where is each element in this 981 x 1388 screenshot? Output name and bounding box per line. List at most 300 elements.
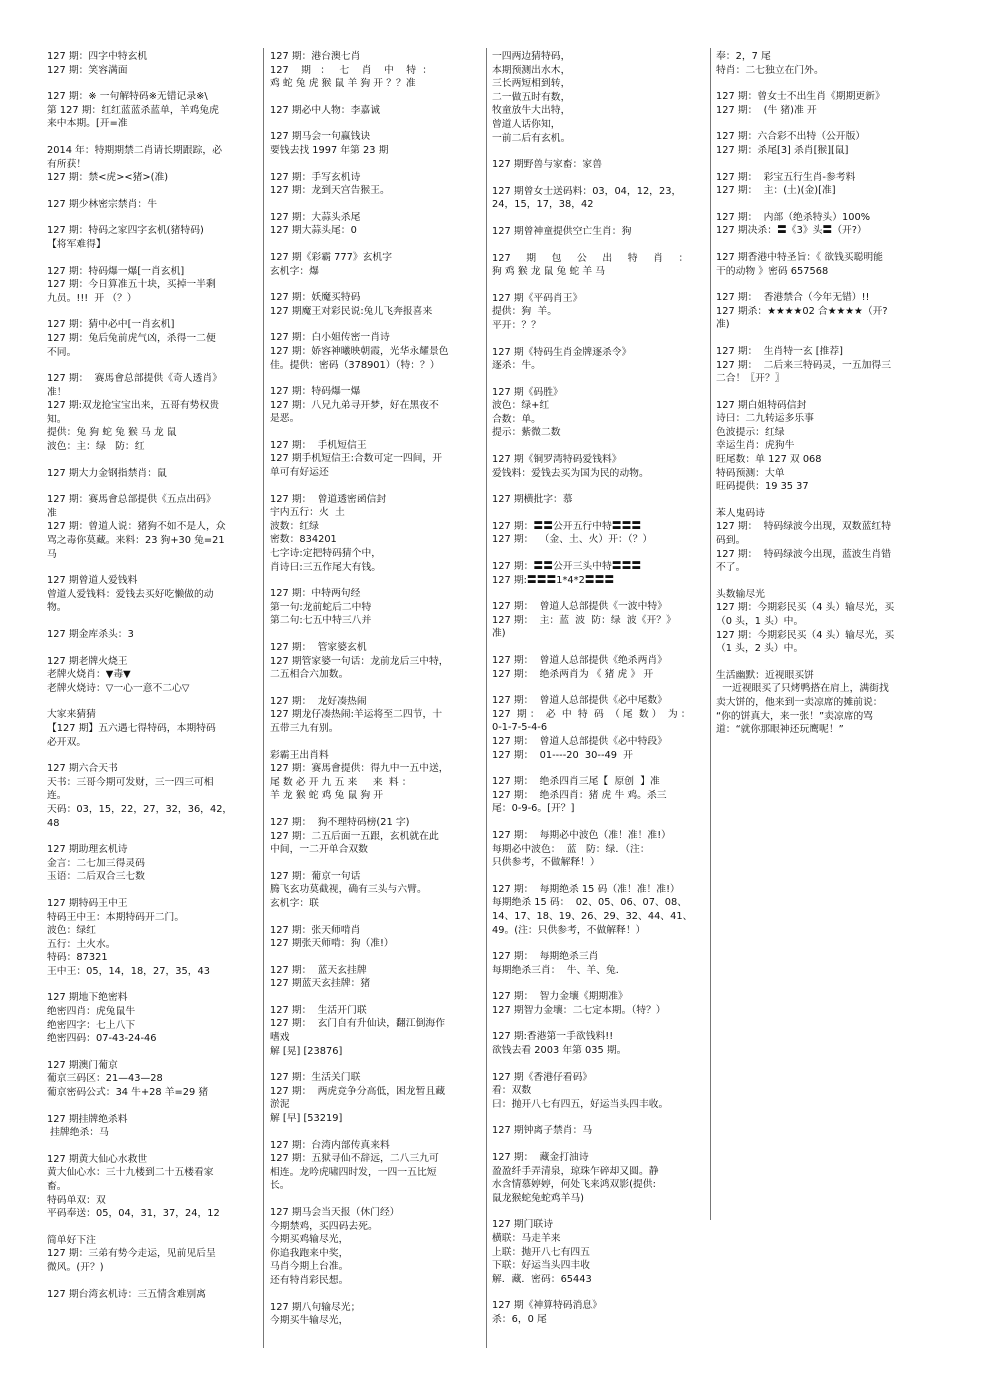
- text-line: 127 期：今日算准五十块，买掉一半剩: [47, 279, 216, 291]
- text-block: [47, 1288, 255, 1302]
- text-line: 天码：03，15，22，27，32，36，42，: [47, 803, 233, 815]
- text-column-1: [47, 50, 255, 1314]
- text-line: 127 期金库杀头：3: [47, 629, 134, 640]
- text-line: 天书：三哥今期可发财，三一四三可相: [47, 776, 214, 788]
- text-block: [492, 775, 704, 816]
- text-line: 提示：紫微二数: [492, 427, 561, 439]
- text-block: [716, 345, 929, 386]
- text-line: 127 期:双龙抢宝宝出来，五哥有势权贵: [47, 400, 220, 412]
- text-line: 玄机字：联: [270, 897, 319, 909]
- text-line: 只供参考，不做解释！）: [492, 857, 600, 869]
- text-line: 二合！〖开？〗: [716, 373, 785, 385]
- text-line: 特码预测：大单: [716, 467, 785, 479]
- text-block: [47, 628, 255, 642]
- text-block: [716, 130, 929, 157]
- text-line: 准: [47, 507, 57, 519]
- text-line: 码到。: [716, 535, 746, 547]
- text-line: 肖诗曰:三五作尾大有钱。: [270, 561, 382, 573]
- text-line: （1 头，2 头）中。: [716, 643, 804, 655]
- text-line: 解 [晃] [23876]: [270, 1045, 343, 1057]
- text-line: 127 期：港台澳七肖: [270, 51, 361, 62]
- text-line: 24，15，17，38，42: [492, 199, 594, 211]
- text-block: [492, 1151, 704, 1205]
- text-line: 127 期《神算特码消息》: [492, 1300, 602, 1312]
- text-line: 挂牌绝杀：马: [47, 1127, 109, 1139]
- text-block: [492, 950, 704, 977]
- text-block: [47, 991, 255, 1045]
- text-line: 127 期马会一句赢钱诀: [270, 131, 371, 143]
- text-line: 五带三九有别。: [270, 722, 339, 734]
- text-line: 127 期： 香港禁合（今年无错）!!: [716, 292, 870, 304]
- text-block: [492, 654, 704, 681]
- text-line: 长。: [270, 1180, 290, 1192]
- text-line: 127 期： 龙好凑热闹: [270, 695, 367, 707]
- text-line: 127 期：五狱寻仙不辞远，二八三九可: [270, 1153, 439, 1165]
- text-line: 二一做五时有数，: [492, 91, 571, 103]
- column-divider: [486, 48, 487, 1348]
- text-line: 一四两边猜特码，: [492, 51, 571, 62]
- text-block: [716, 50, 929, 77]
- text-line: 第二句:七五中特三八并: [270, 615, 372, 627]
- text-line: 127 期：〓〓公开三头中特〓〓〓: [492, 561, 642, 573]
- text-line: 提供：狗 羊。: [492, 306, 558, 318]
- text-line: 解 [早] [53219]: [270, 1113, 343, 1125]
- text-line: 127 期：禁<虎><猪>(准): [47, 172, 169, 184]
- text-line: 曰：抛开八七有四五，好运当头四丰收。: [492, 1098, 669, 1110]
- text-line: 九员。!!! 开 （？）: [47, 292, 137, 304]
- text-line: 127 期： 藏金打油诗: [492, 1152, 589, 1164]
- text-line: 127 期老牌火烧王: [47, 655, 128, 667]
- text-block: [270, 331, 478, 372]
- text-block: [270, 695, 478, 736]
- text-block: [492, 158, 704, 172]
- text-line: 127 期： 绝杀四肖三尾【 原创 】准: [492, 776, 660, 788]
- text-line: “你的饼真大，来一张！”卖凉席的骂: [716, 710, 874, 722]
- text-line: 每期绝杀三肖： 牛、羊、兔．: [492, 964, 626, 976]
- text-line: 127 期： 曾道人总部提供《必中特段》: [492, 735, 667, 747]
- text-line: 127 期： 管家婆玄机: [270, 642, 367, 653]
- text-block: [492, 50, 704, 145]
- text-block: [270, 816, 478, 857]
- text-block: [47, 224, 255, 251]
- text-block: [492, 185, 704, 212]
- text-line: 127 期：白小姐传密一肖诗: [270, 332, 390, 344]
- text-line: 今期买鸡输尽光，: [270, 1234, 349, 1246]
- text-line: 平开：？？: [492, 319, 541, 331]
- text-line: 127 期： 曾道透密函信封: [270, 493, 387, 505]
- text-line: 127 期： 狗不理特码榜(21 字): [270, 816, 410, 828]
- text-line: 连。: [47, 790, 67, 802]
- text-block: [270, 251, 478, 278]
- text-block: [47, 1059, 255, 1100]
- text-line: 127 期《码胜》: [492, 386, 563, 398]
- text-line: 127 期特码王中王: [47, 897, 128, 909]
- text-line: 127 期大力金钢指禁肖：鼠: [47, 467, 167, 479]
- text-line: 0-1-7-5-4-6: [492, 722, 548, 734]
- text-line: 127 期《彩霸 777》玄机字: [270, 251, 393, 263]
- text-line: 127 期： 曾道人总部提供《一波中特》: [492, 601, 667, 613]
- text-line: 127 期马会当天报（休门经）: [270, 1207, 400, 1218]
- text-line: 五行：土火水。: [47, 938, 116, 950]
- text-line: 今期禁鸡，买四码去死。: [270, 1220, 378, 1232]
- text-line: 127 期龙仔凑热闹:羊运将至二四节，十: [270, 709, 443, 721]
- text-block: [492, 560, 704, 587]
- text-block: [47, 493, 255, 561]
- text-line: 127 期《香港仔看码》: [492, 1071, 593, 1083]
- text-line: 127 期白姐特码信封: [716, 399, 807, 411]
- text-line: 127 期：〓〓公开五行中特〓〓〓: [492, 520, 642, 532]
- text-line: 127 期智力金壤：二七定本期。（特？）: [492, 1004, 666, 1016]
- text-line: 127 期挂牌绝杀料: [47, 1113, 128, 1125]
- text-line: 127 期： 内部（绝杀特头）100%: [716, 211, 871, 223]
- text-line: 鸡 蛇 兔 虎 猴 鼠 羊 狗 开 ？？准: [270, 78, 416, 90]
- text-line: 上联：抛开八七有四五: [492, 1246, 590, 1258]
- text-line: 127 期曾神童提供空亡生肖：狗: [492, 225, 632, 237]
- text-block: [47, 50, 255, 77]
- text-line: 嗜戏: [270, 1032, 290, 1044]
- text-line: 老牌火烧肖：▼毒▼: [47, 669, 131, 681]
- text-line: 来中本期。[开=准: [47, 118, 128, 130]
- text-line: 盈盈纤手弄清泉，琼珠乍碎却又圆。静: [492, 1165, 659, 1177]
- text-line: 第 127 期：红红蓝蓝杀蓝单，羊鸡兔虎: [47, 104, 219, 116]
- text-line: 127 期： 赛馬會总部提供《奇人透肖》: [47, 373, 222, 385]
- text-line: 波色：绿红: [47, 925, 96, 937]
- text-block: [270, 1301, 478, 1328]
- text-line: 127 期： 彩宝五行生肖-参考料: [716, 171, 856, 183]
- text-line: 127 期：特码爆一爆: [270, 386, 361, 398]
- text-line: 每期必中波色： 蓝 防：绿．（注：: [492, 843, 650, 855]
- text-block: [47, 1234, 255, 1275]
- text-line: 127 期：曾道人说：猪狗不如不是人，众: [47, 521, 226, 533]
- text-block: [270, 50, 478, 91]
- text-line: 127 期：张天师啃肖: [270, 924, 361, 936]
- text-line: 127 期管家婆一句话：龙前龙后三中特，: [270, 655, 449, 667]
- text-block: [492, 1124, 704, 1138]
- text-line: 127 期：台湾内部传真来料: [270, 1139, 390, 1151]
- text-line: 127 期： 特码绿波今出现，双数蓝红特: [716, 521, 891, 533]
- text-line: 卖大饼的，他来到一卖凉席的摊前说：: [716, 696, 883, 708]
- text-block: [716, 251, 929, 278]
- text-line: 曾道人爱钱料：爱钱去买好吃懒做的动: [47, 588, 214, 600]
- text-line: 不同。: [47, 346, 77, 358]
- text-block: [270, 211, 478, 238]
- text-line: 127 期： 每期绝杀 15 码（准！准！准!）: [492, 883, 680, 895]
- text-line: 127 期： 绝杀四肖：猪 虎 牛 鸡。杀三: [492, 789, 667, 801]
- text-line: 七字诗:定把特码猜个中，: [270, 548, 382, 560]
- text-line: 127 期： （金、土、火）开：（？）: [492, 534, 653, 546]
- text-block: [47, 1113, 255, 1140]
- text-line: 127 期： 主：(土)(金)[准]: [716, 185, 836, 197]
- text-line: 单可有好运还: [270, 467, 329, 479]
- text-line: 特码：87321: [47, 952, 108, 964]
- text-line: 鼠龙猴蛇兔蛇鸡羊马): [492, 1192, 584, 1204]
- text-line: 骂之毒你莫藏。来料：23 狗+30 兔=21: [47, 535, 225, 547]
- text-line: 127 期：曾女士不出生肖《期期更新》: [716, 91, 885, 103]
- text-line: 127 期： 生肖特一玄 [推荐]: [716, 345, 843, 357]
- text-block: [270, 1206, 478, 1288]
- text-line: 逐杀：牛。: [492, 360, 541, 372]
- text-line: 127 期门联诗: [492, 1219, 554, 1231]
- text-line: 旺尾数：单 127 双 068: [716, 454, 822, 466]
- text-line: 127 期： 曾道人总部提供《绝杀两肖》: [492, 655, 667, 666]
- text-line: 合数：单。: [492, 413, 541, 425]
- text-line: 127 期：今期彩民买（4 头）输尽光，买: [716, 629, 895, 641]
- text-line: 127 期： 每期必中波色（准！准！准!）: [492, 829, 671, 841]
- text-line: 2014 年：特期期禁二肖请长期跟踪，必: [47, 144, 222, 156]
- text-block: [716, 90, 929, 117]
- text-line: 127 期： 曾道人总部提供《必中尾数》: [492, 695, 667, 707]
- text-line: 127 期 ： 必 中 特 码 （ 尾 数 ） 为 ：: [492, 708, 691, 720]
- text-line: 127 期:〓〓〓1*4*2〓〓〓: [492, 574, 615, 586]
- text-line: 127 期： 01----20 30--49 开: [492, 749, 633, 761]
- text-line: 127 期张天师啃：狗（准!）: [270, 938, 394, 950]
- text-block: [270, 171, 478, 198]
- text-line: 狗 鸡 猴 龙 鼠 兔 蛇 羊 马: [492, 266, 606, 278]
- text-line: 127 期：四字中特玄机: [47, 51, 148, 62]
- text-line: 大家来猜猜: [47, 709, 96, 721]
- text-line: 黄大仙心水：三十九楼到二十五楼看家: [47, 1167, 214, 1179]
- text-line: 波色：主：绿 防：红: [47, 441, 145, 453]
- text-block: [270, 749, 478, 803]
- text-line: 金言：二七加三得灵码: [47, 857, 145, 869]
- text-block: [270, 870, 478, 911]
- text-line: 玄机字：爆: [270, 265, 319, 277]
- text-block: [270, 641, 478, 682]
- text-line: 畜。: [47, 1181, 67, 1192]
- text-line: 诗曰：二九转运多乐事: [716, 413, 814, 425]
- text-block: [716, 507, 929, 575]
- text-block: [716, 399, 929, 494]
- text-line: 127 期杀：★★★★02 合★★★★（开?: [716, 305, 888, 317]
- text-block: [47, 265, 255, 306]
- text-line: 127 期《平码肖王》: [492, 292, 583, 304]
- text-line: 一前二后有玄机。: [492, 132, 571, 144]
- text-line: 127 期：杀尾[3] 杀肖[猴][鼠]: [716, 144, 849, 156]
- text-line: 127 期： 特码绿波今出现，蓝波生肖错: [716, 548, 891, 560]
- text-block: [47, 897, 255, 979]
- text-line: 佳。提供：密码（378901）（特：？）: [270, 359, 440, 371]
- text-line: 127 期：今期彩民买（4 头）输尽光，买: [716, 602, 895, 614]
- text-line: 色波提示：红绿: [716, 426, 785, 438]
- column-divider: [710, 48, 711, 1220]
- text-line: 横联：马走羊来: [492, 1233, 561, 1244]
- text-line: 127 期《铜罗湾特码爱钱料》: [492, 454, 622, 466]
- text-block: [716, 669, 929, 737]
- text-line: 127 期台湾玄机诗：三五情含难别离: [47, 1288, 206, 1300]
- text-block: [270, 130, 478, 157]
- text-line: 特肖：二七独立在门外。: [716, 64, 824, 76]
- text-line: 【将军难得】: [47, 238, 106, 250]
- text-line: 玉语：二后双合三七数: [47, 871, 145, 883]
- text-line: 相连。龙吟虎啸四时发，一四一五比短: [270, 1166, 437, 1178]
- text-block: [716, 291, 929, 332]
- text-block: [492, 694, 704, 762]
- text-line: 羊 龙 猴 蛇 鸡 兔 鼠 狗 开: [270, 790, 384, 802]
- text-line: 127 期钟离子禁肖：马: [492, 1125, 593, 1137]
- text-block: [492, 453, 704, 480]
- text-block: [492, 225, 704, 239]
- text-line: 127 期： 智力金壤《期期准》: [492, 991, 628, 1003]
- text-block: [492, 1299, 704, 1326]
- text-line: 中间，一二开单合双数: [270, 844, 368, 856]
- text-line: 127 期： 二后来三特码灵，一五加得三: [716, 359, 891, 371]
- text-line: 微风。(开？): [47, 1261, 104, 1273]
- text-block: [492, 493, 704, 507]
- text-line: 王中王：05，14，18，27，35，43: [47, 965, 210, 977]
- text-line: 绝密四肖：虎兔鼠牛: [47, 1006, 136, 1018]
- text-line: 不了。: [716, 562, 746, 574]
- text-line: 127 期：兔后兔前虎气凶，杀得一二便: [47, 332, 216, 344]
- text-line: 127 期：※ 一句解特码※无错记录※\: [47, 91, 208, 103]
- text-block: [492, 829, 704, 870]
- text-block: [47, 574, 255, 615]
- text-block: [270, 1004, 478, 1058]
- text-line: 127 期： 生活开门联: [270, 1004, 367, 1016]
- text-block: [270, 1139, 478, 1193]
- text-line: 头数输尽光: [716, 588, 765, 600]
- text-line: 绝密四字：七上八下: [47, 1019, 136, 1031]
- text-line: 绝密四码：07-43-24-46: [47, 1033, 157, 1045]
- text-line: 水含情慕婷婷，何处飞来鸿双影(提供:: [492, 1179, 656, 1191]
- text-line: 127 期澳门葡京: [47, 1059, 118, 1071]
- text-block: [270, 493, 478, 575]
- text-block: [270, 439, 478, 480]
- text-line: 127 期野兽与家畜：家兽: [492, 159, 602, 171]
- text-line: 一近视眼买了只烤鸭搭在肩上，满街找: [716, 683, 889, 695]
- text-line: 127 期地下绝密料: [47, 992, 128, 1004]
- text-line: 准): [492, 628, 506, 640]
- text-block: [270, 104, 478, 118]
- text-line: 127 期《特码生肖金牌逐杀令》: [492, 346, 632, 358]
- text-line: 提供：兔 狗 蛇 兔 猴 马 龙 鼠: [47, 427, 177, 439]
- text-line: 127 期：中特两句经: [270, 588, 361, 600]
- text-line: 127 期大蒜头尾：0: [270, 225, 357, 237]
- text-line: 看：双数: [492, 1085, 532, 1097]
- text-line: 127 期：葡京一句话: [270, 870, 361, 882]
- text-line: 127 期六合天书: [47, 763, 118, 775]
- text-line: 第一句:龙前蛇后二中特: [270, 601, 372, 613]
- text-line: 尾 数 必 开 九 五 来 来 料 ：: [270, 776, 412, 788]
- text-block: [492, 883, 704, 937]
- text-line: 必开双。: [47, 736, 87, 748]
- text-column-2: [270, 50, 478, 1341]
- text-line: 127 期：赛馬會总部提供《五点出码》: [47, 494, 216, 506]
- text-line: 127 期： 蓝天玄挂牌: [270, 964, 367, 976]
- text-line: 127 期： (牛 猪)准 开: [716, 104, 817, 116]
- text-block: [47, 708, 255, 749]
- text-block: [270, 587, 478, 628]
- text-block: [492, 1218, 704, 1286]
- text-line: 奉：2，7 尾: [716, 51, 771, 62]
- text-line: 127 期： 每期绝杀三肖: [492, 951, 599, 963]
- text-line: 每期绝杀 15 码： 02、05、06、07、08、: [492, 897, 688, 909]
- text-block: [492, 346, 704, 373]
- text-line: 127 期：赛馬會提供：得九中一五中送，: [270, 763, 449, 775]
- text-line: 简单好下注: [47, 1234, 96, 1246]
- text-line: 牧童放牛大出特，: [492, 105, 571, 117]
- text-line: 道：“就你那眼神还玩鹰呢！”: [716, 724, 844, 736]
- text-line: 密数：834201: [270, 534, 337, 546]
- text-block: [47, 467, 255, 481]
- text-line: 127 期魔王对彩民说:兔儿飞奔报喜来: [270, 305, 433, 317]
- text-line: 马肖今期上台准。: [270, 1261, 349, 1273]
- text-line: 二五相合六加数。: [270, 669, 349, 681]
- text-line: 127 期： 两虎竞争分高低，困龙暂且藏: [270, 1085, 445, 1097]
- text-line: （0 头，1 头）中。: [716, 616, 804, 627]
- text-line: 127 期曾女士送码料：03，04，12，23，: [492, 185, 682, 197]
- text-block: [270, 291, 478, 318]
- text-line: 127 期：六合彩不出特（公开版）: [716, 131, 866, 143]
- text-line: 知。: [47, 413, 67, 425]
- text-line: 葡京密码公式：34 牛+28 羊=29 猪: [47, 1087, 209, 1099]
- text-line: 生活幽默：近视眼买饼: [716, 669, 814, 681]
- text-line: 欲钱去看 2003 年第 035 期。: [492, 1045, 627, 1057]
- text-block: [47, 1153, 255, 1221]
- text-line: 干的动物 》密码 657568: [716, 265, 829, 277]
- text-line: 14、17、18、19、26、29、32、44、41、: [492, 910, 693, 922]
- text-line: 127 期： 手机短信王: [270, 439, 367, 451]
- text-block: [47, 843, 255, 884]
- text-line: 今期买牛输尽光，: [270, 1315, 349, 1327]
- text-block: [492, 386, 704, 440]
- text-line: 127 期：生活关门联: [270, 1072, 361, 1084]
- text-line: 127 期： 绝杀两肖为 《 猪 虎 》 开: [492, 668, 654, 680]
- text-line: 127 期：二五后面一五跟，玄机就在此: [270, 830, 439, 842]
- text-column-3: [492, 50, 704, 1340]
- text-line: 127 期决杀：〓《3》头〓（开?）: [716, 225, 867, 237]
- text-block: [716, 171, 929, 198]
- text-block: [492, 252, 704, 279]
- text-line: 是恶。: [270, 413, 300, 425]
- text-line: 127 期助理玄机诗: [47, 844, 128, 856]
- text-line: 49。(注：只供参考，不做解释！）: [492, 924, 646, 936]
- text-line: 淤泥: [270, 1099, 290, 1111]
- text-line: 127 期少林密宗禁肖：牛: [47, 198, 157, 210]
- text-line: 老牌火烧诗：▽一心一意不二心▽: [47, 682, 190, 694]
- text-line: 要钱去找 1997 年第 23 期: [270, 144, 389, 156]
- text-line: 127 期：妖魔买特码: [270, 292, 361, 304]
- text-line: 下联：好运当头四丰收: [492, 1260, 590, 1272]
- text-line: 物。: [47, 602, 67, 614]
- text-block: [270, 924, 478, 951]
- text-block: [492, 600, 704, 641]
- text-line: 127 期：特码爆一爆[一肖玄机]: [47, 265, 185, 277]
- text-block: [270, 964, 478, 991]
- text-line: 127 期八句输尽光；: [270, 1301, 361, 1313]
- text-line: 127 期：八兄九弟寻开梦，好在黑夜不: [270, 399, 439, 411]
- text-line: 曾道人话你知，: [492, 118, 561, 130]
- text-line: 准！: [47, 386, 67, 398]
- text-line: 【127 期】五六遇七得特码，本期特码: [47, 722, 216, 734]
- text-line: 爱钱料：爱钱去买为国为民的动物。: [492, 467, 649, 479]
- text-line: 127 期必中人物：李嘉诚: [270, 104, 380, 116]
- text-block: [47, 372, 255, 454]
- text-line: 127 期：龙到天宫告猴王。: [270, 185, 390, 197]
- text-line: 127 期：娇容神曦映朝霞，光华永耀景色: [270, 345, 449, 357]
- text-line: 127 期横批字：慕: [492, 494, 573, 506]
- text-block: [492, 1071, 704, 1112]
- text-line: 尾：0-9-6。[开？]: [492, 803, 575, 815]
- text-block: [47, 198, 255, 212]
- text-block: [270, 1071, 478, 1125]
- text-line: 127 期： 主：蓝 波 防：绿 波《开？》: [492, 614, 676, 626]
- text-line: 127 期：猜中必中[一肖玄机]: [47, 319, 175, 331]
- text-line: 127 期：特码之家四字玄机(猪特码): [47, 225, 204, 237]
- text-line: 127 期 包 公 出 特 肖 ：: [492, 252, 689, 264]
- text-line: 准): [716, 319, 730, 331]
- text-block: [492, 520, 704, 547]
- text-line: 马: [47, 548, 57, 560]
